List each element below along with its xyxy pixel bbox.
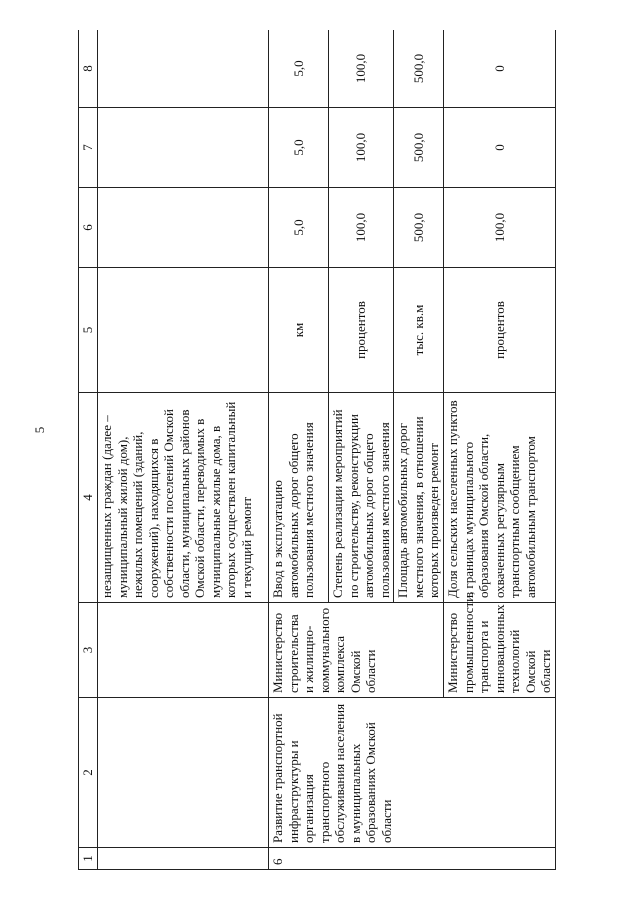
unit-cell: процентов [329, 268, 394, 393]
indicator-text: Доля сельских населенных пунктов в границах муниципального образования Омской области, охваченных регулярным транспортным сообщением автомобильным транспортом [444, 393, 556, 603]
unit-cell: км [269, 268, 329, 393]
value-cell: 500,0 [394, 30, 444, 108]
goal-cell: Развитие транспортной инфраструктуры и организация транспортного обслуживания населения в муниципальных образованиях Омской области [269, 698, 556, 848]
value-cell: 0 [444, 108, 556, 188]
cell-empty [98, 30, 269, 108]
rotated-sheet [78, 30, 624, 870]
cell-empty [98, 698, 269, 848]
table-row [269, 30, 329, 870]
indicators-table [78, 30, 556, 870]
continuation-row [98, 30, 269, 870]
header-cell: 8 [79, 30, 98, 108]
header-row [79, 30, 98, 870]
cell-empty [98, 108, 269, 188]
header-cell: 1 [79, 848, 98, 870]
cell-empty [98, 188, 269, 268]
value-cell: 5,0 [269, 108, 329, 188]
page-number: 5 [32, 426, 47, 434]
value-cell: 5,0 [269, 30, 329, 108]
cell-empty [98, 268, 269, 393]
table-container [78, 30, 624, 870]
value-cell: 100,0 [329, 188, 394, 268]
indicator-text: Степень реализации мероприятий по строительству, реконструкции автомобильных дорог общего пользования местного значения [329, 393, 394, 603]
unit-cell: процентов [444, 268, 556, 393]
value-cell: 500,0 [394, 108, 444, 188]
header-cell: 7 [79, 108, 98, 188]
ministry-cell: Министерство строительства и жилищно-коммунального комплекса Омской области [269, 603, 444, 698]
value-cell: 100,0 [329, 30, 394, 108]
row-number: 6 [269, 848, 556, 870]
continuation-indicator: незащищенных граждан (далее – муниципальный жилой дом), нежилых помещений (зданий, сооружений), находящихся в собственности поселений Омской области, муниципальных районов Омской области, переводимых в муниципальные жилые дома, в которых осуществлен капитальный и текущий ремонт [98, 393, 269, 603]
header-cell: 3 [79, 603, 98, 698]
value-cell: 100,0 [444, 188, 556, 268]
value-cell: 0 [444, 30, 556, 108]
header-cell: 2 [79, 698, 98, 848]
cell-empty [98, 848, 269, 870]
value-cell: 500,0 [394, 188, 444, 268]
header-cell: 5 [79, 268, 98, 393]
ministry-cell: Министерство промышленности, транспорта и инновационных технологий Омской области [444, 603, 556, 698]
cell-empty [98, 603, 269, 698]
header-cell: 4 [79, 393, 98, 603]
indicator-text: Площадь автомобильных дорог местного значения, в отношении которых произведен ремонт [394, 393, 444, 603]
value-cell: 100,0 [329, 108, 394, 188]
value-cell: 5,0 [269, 188, 329, 268]
unit-cell: тыс. кв.м [394, 268, 444, 393]
indicator-text: Ввод в эксплуатацию автомобильных дорог общего пользования местного значения [269, 393, 329, 603]
header-cell: 6 [79, 188, 98, 268]
